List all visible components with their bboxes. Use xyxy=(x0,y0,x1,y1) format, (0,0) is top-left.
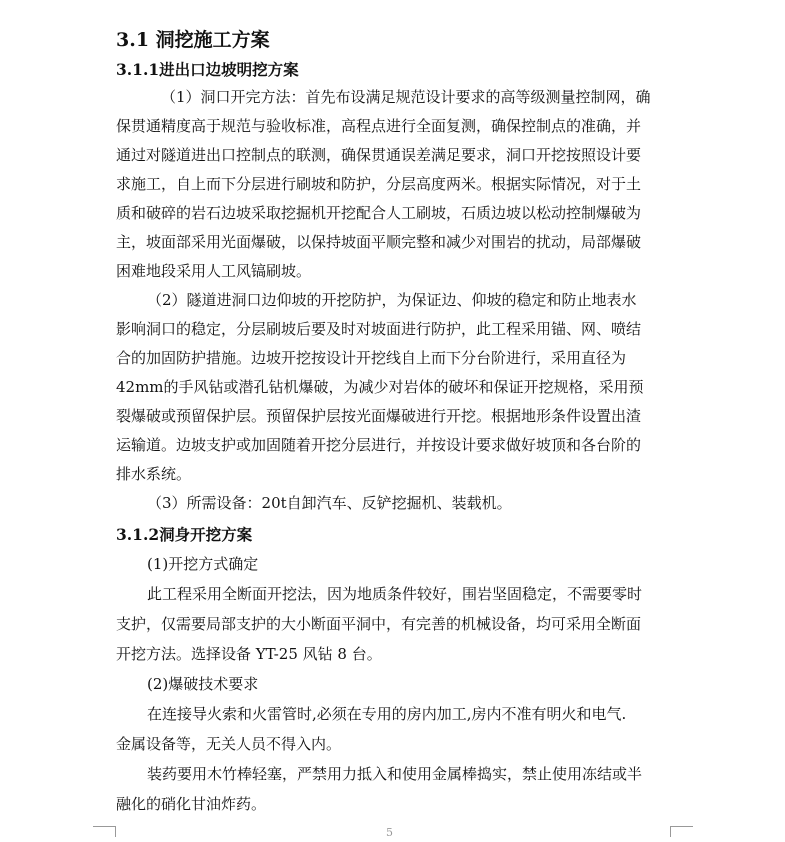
paragraph-line: 质和破碎的岩石边坡采取挖掘机开挖配合人工刷坡，石质边坡以松动控制爆破为 xyxy=(116,204,642,222)
subsection-title-1: 3.1.1进出口边坡明挖方案 xyxy=(116,60,299,79)
paragraph-line: 开挖方法。选择设备 YT-25 风钻 8 台。 xyxy=(116,645,382,663)
paragraph-line: （1）洞口开完方法：首先布设满足规范设计要求的高等级测量控制网，确 xyxy=(161,88,651,106)
page-corner-mark-right xyxy=(670,826,693,837)
paragraph-line: (1)开挖方式确定 xyxy=(147,555,259,573)
subsection-title-2: 3.1.2洞身开挖方案 xyxy=(116,525,253,544)
paragraph-line: 此工程采用全断面开挖法，因为地质条件较好，围岩坚固稳定，不需要零时 xyxy=(147,585,643,603)
paragraph-line: 裂爆破或预留保护层。预留保护层按光面爆破进行开挖。根据地形条件设置出渣 xyxy=(116,407,642,425)
paragraph-line: 保贯通精度高于规范与验收标准，高程点进行全面复测，确保控制点的准确，并 xyxy=(116,117,642,135)
paragraph-line: 支护，仅需要局部支护的大小断面平洞中，有完善的机械设备，均可采用全断面 xyxy=(116,615,642,633)
paragraph-line: 困难地段采用人工风镐刷坡。 xyxy=(116,262,312,280)
paragraph-line: （2）隧道进洞口边仰坡的开挖防护，为保证边、仰坡的稳定和防止地表水 xyxy=(147,291,637,309)
paragraph-line: (2)爆破技术要求 xyxy=(147,675,259,693)
paragraph-line: 运输道。边坡支护或加固随着开挖分层进行，并按设计要求做好坡顶和各台阶的 xyxy=(116,436,642,454)
paragraph-line: 排水系统。 xyxy=(116,465,192,483)
paragraph-line: （3）所需设备：20t自卸汽车、反铲挖掘机、装载机。 xyxy=(147,494,512,512)
paragraph-line: 42mm的手风钻或潜孔钻机爆破，为减少对岩体的破坏和保证开挖规格，采用预 xyxy=(116,378,644,396)
paragraph-line: 通过对隧道进出口控制点的联测，确保贯通误差满足要求，洞口开挖按照设计要 xyxy=(116,146,642,164)
page-corner-mark-left xyxy=(93,826,116,837)
paragraph-line: 合的加固防护措施。边坡开挖按设计开挖线自上而下分台阶进行，采用直径为 xyxy=(116,349,627,367)
paragraph-line: 影响洞口的稳定，分层刷坡后要及时对坡面进行防护，此工程采用锚、网、喷结 xyxy=(116,320,642,338)
paragraph-line: 主，坡面部采用光面爆破，以保持坡面平顺完整和减少对围岩的扰动，局部爆破 xyxy=(116,233,642,251)
paragraph-line: 融化的硝化甘油炸药。 xyxy=(116,795,267,813)
page-number: 5 xyxy=(386,826,393,839)
paragraph-line: 金属设备等，无关人员不得入内。 xyxy=(116,735,342,753)
paragraph-line: 在连接导火索和火雷管时,必须在专用的房内加工,房内不准有明火和电气. xyxy=(147,705,627,723)
section-title: 3.1 洞挖施工方案 xyxy=(116,29,270,51)
paragraph-line: 装药要用木竹棒轻塞，严禁用力抵入和使用金属棒捣实，禁止使用冻结或半 xyxy=(147,765,643,783)
paragraph-line: 求施工，自上而下分层进行刷坡和防护，分层高度两米。根据实际情况，对于土 xyxy=(116,175,642,193)
